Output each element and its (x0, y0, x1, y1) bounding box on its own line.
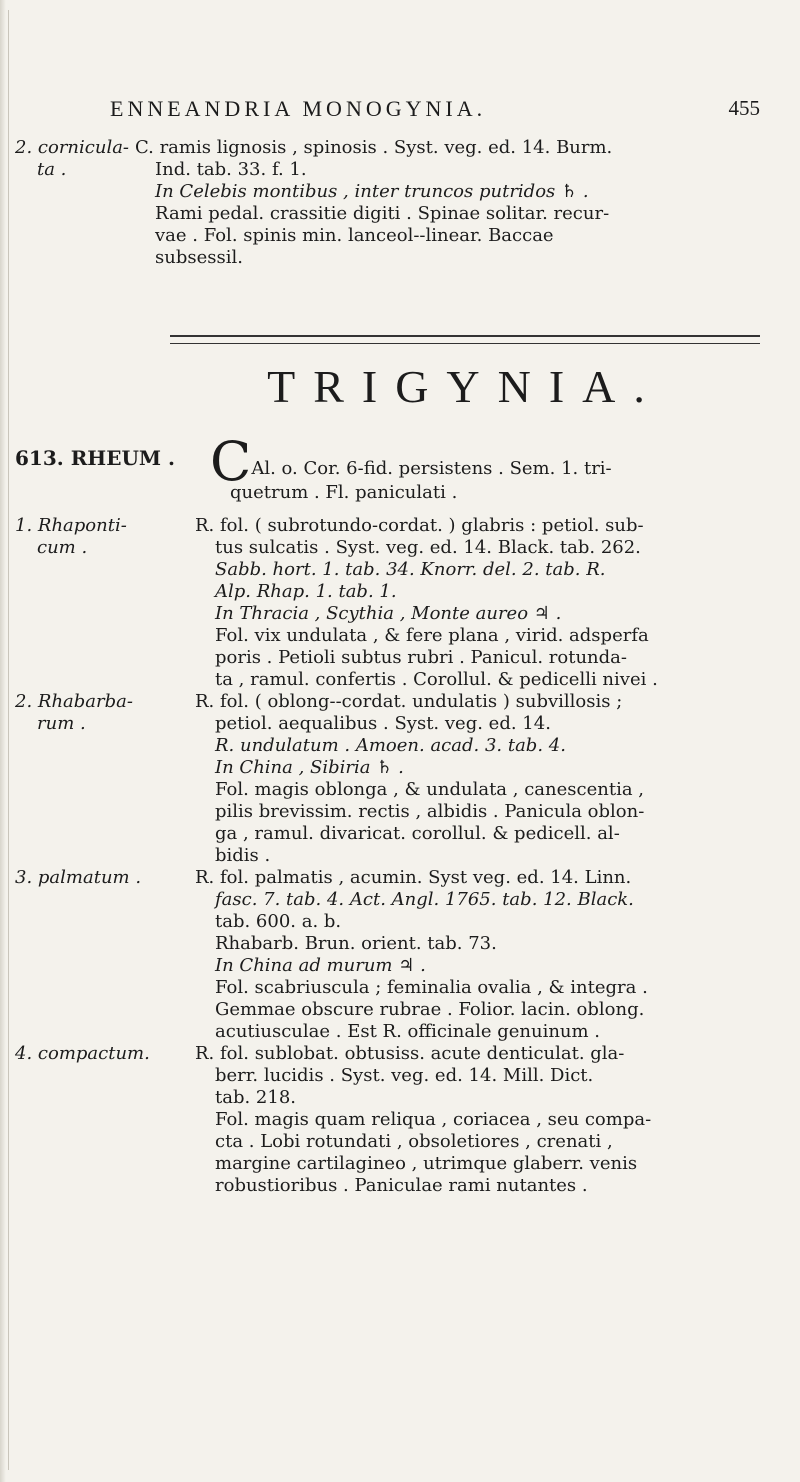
species-label: 3. palmatum . (15, 867, 142, 888)
species-description: R. fol. ( oblong--cordat. undulatis ) subvillosis ; petiol. aequalibus . Syst. veg. ed. 14. R. undulatum . Amoen. acad. 3. tab. 4. In China , Sibiria ♄ . Fol. magis oblonga , & undulata , canescentia , pilis brevissim. rectis , albidis . Panicula oblon- ga , ramul. divaricat. corollul. & pedicell. al- bidis . (195, 691, 645, 866)
species-label: 2. Rhabarba- rum . (15, 691, 133, 734)
section-heading: TRIGYNIA. (267, 361, 663, 412)
section-divider (170, 335, 760, 344)
scan-edge (0, 0, 6, 1482)
species-description: R. fol. sublobat. obtusiss. acute denticulat. gla- berr. lucidis . Syst. veg. ed. 14. Mill. Dict. tab. 218. Fol. magis quam reliqua , coriacea , seu compa- cta . Lobi rotundati , obsoletiores , crenati , margine cartilagineo , utrimque glaberr. venis robustioribus . Paniculae rami nutantes . (195, 1043, 652, 1196)
genus-name: RHEUM . (70, 446, 175, 470)
species-label: 2. cornicula- ta . (15, 137, 130, 180)
page-header (110, 96, 760, 126)
drop-capital: C (210, 430, 252, 493)
species-description: R. fol. ( subrotundo-cordat. ) glabris : petiol. sub- tus sulcatis . Syst. veg. ed. 14. Black. tab. 262. Sabb. hort. 1. tab. 34. Knorr. del. 2. tab. R. Alp. Rhap. 1. tab. 1. In Thracia , Scythia , Monte aureo ♃ . Fol. vix undulata , & fere plana , virid. adsperfa poris . Petioli subtus rubri . Panicul. rotunda- ta , ramul. confertis . Corollul. & pedicelli nivei . (195, 515, 658, 690)
species-description: C. ramis lignosis , spinosis . Syst. veg. ed. 14. Burm. Ind. tab. 33. f. 1. In Celebis montibus , inter truncos putridos ♄ . Rami pedal. crassitie digiti . Spinae solitar. recur- vae . Fol. spinis min. lanceol--linear. Baccae subsessil. (135, 137, 613, 268)
species-label: 4. compactum. (15, 1043, 150, 1064)
genus-description: CAl. o. Cor. 6-fid. persistens . Sem. 1. tri- quetrum . Fl. paniculati . (210, 430, 612, 503)
running-title: ENNEANDRIA MONOGYNIA. (110, 96, 487, 121)
genus-number: 613. (15, 446, 64, 470)
page-edge-line (8, 10, 9, 1470)
species-label: 1. Rhaponti- cum . (15, 515, 127, 558)
page-number: 455 (728, 96, 760, 120)
species-description: R. fol. palmatis , acumin. Syst veg. ed. 14. Linn. fasc. 7. tab. 4. Act. Angl. 1765. tab. 12. Black. tab. 600. a. b. Rhabarb. Brun. orient. tab. 73. In China ad murum ♃ . Fol. scabriuscula ; feminalia ovalia , & integra . Gemmae obscure rubrae . Folior. lacin. oblong. acutiusculae . Est R. officinale genuinum . (195, 867, 648, 1042)
